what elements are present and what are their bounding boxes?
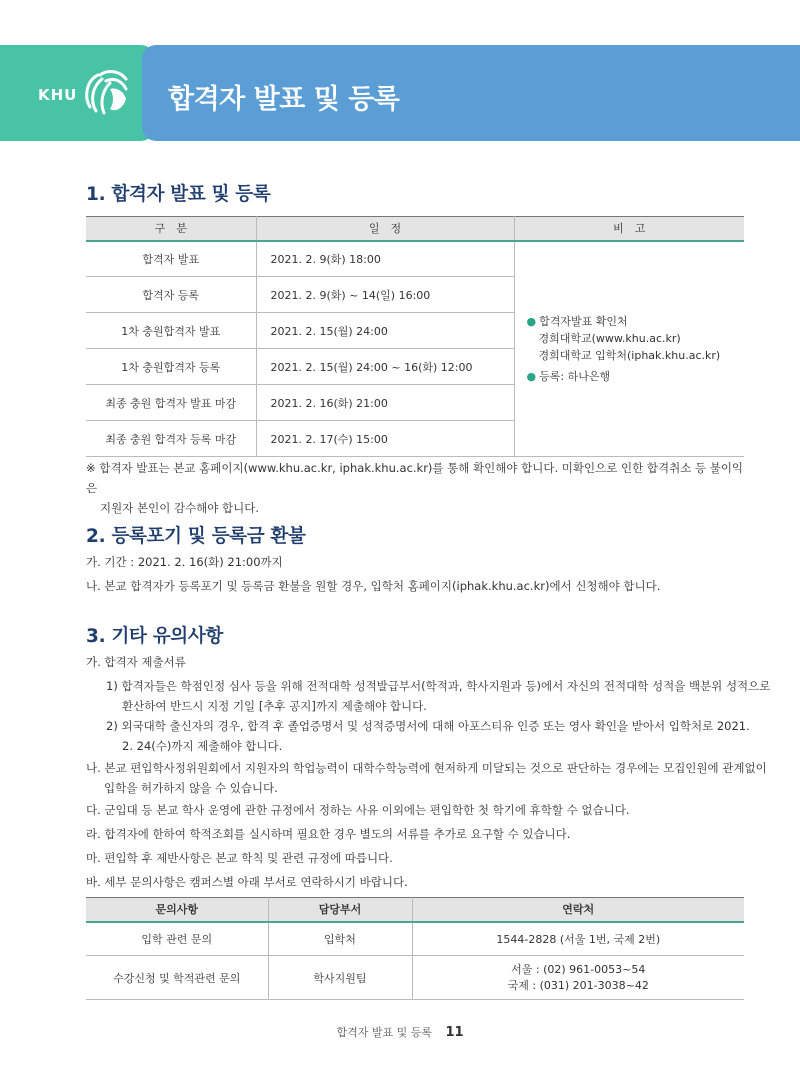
announcement-table (86, 216, 744, 457)
inquiry-cell: 입학 관련 문의 (86, 922, 268, 956)
row-category: 1차 충원합격자 발표 (86, 313, 256, 349)
row-category: 합격자 등록 (86, 277, 256, 313)
notice-ga-2a: 2) 외국대학 출신자의 경우, 합격 후 졸업증명서 및 성적증명서에 대해 아포스티유 인증 또는 영사 확인을 받아서 입학처로 2021. (106, 719, 750, 733)
page-header (0, 45, 800, 141)
page-footer (0, 1024, 800, 1040)
remark-line-2: 경희대학교 입학처(iphak.khu.ac.kr) (538, 348, 721, 362)
notice-ma: 마. 편입학 후 제반사항은 본교 학칙 및 관련 규정에 따릅니다. (86, 851, 393, 865)
page-number: 11 (445, 1025, 464, 1040)
notice-ra: 라. 합격자에 한하여 학적조회를 실시하며 필요한 경우 별도의 서류를 추가로 요구할 수 있습니다. (86, 827, 571, 841)
table-row (86, 241, 744, 277)
section-1-title: 1. 합격자 발표 및 등록 (86, 184, 271, 205)
footer-label: 합격자 발표 및 등록 (336, 1026, 432, 1039)
table-row (86, 956, 744, 1000)
col-header-schedule: 일 정 (256, 217, 514, 241)
notice-ga: 가. 합격자 제출서류 (86, 655, 186, 669)
contact-cell (412, 956, 744, 1000)
refund-instruction: 나. 본교 합격자가 등록포기 및 등록금 환불을 원할 경우, 입학처 홈페이지(iphak.khu.ac.kr)에서 신청해야 합니다. (86, 579, 661, 593)
row-schedule: 2021. 2. 9(화) 18:00 (256, 241, 514, 277)
notice-ga-1a: 1) 합격자들은 학점인정 심사 등을 위해 전적대학 성적발급부서(학적과, 학사지원과 등)에서 자신의 전적대학 성적을 백분위 성적으로 (106, 679, 771, 693)
bullet-icon: ● (526, 369, 537, 383)
refund-period: 가. 기간 : 2021. 2. 16(화) 21:00까지 (86, 555, 283, 569)
department-cell: 학사지원팀 (268, 956, 412, 1000)
notice-ga-1b: 환산하여 반드시 지정 기일 [추후 공지]까지 제출해야 합니다. (122, 699, 427, 713)
row-category: 최종 충원 합격자 발표 마감 (86, 385, 256, 421)
table-header-row (86, 898, 744, 922)
col-header-department: 담당부서 (268, 898, 412, 922)
bullet-icon: ● (526, 314, 537, 328)
row-category: 합격자 발표 (86, 241, 256, 277)
remark-bullet-1: 합격자발표 확인처 (539, 314, 628, 328)
col-header-remark: 비 고 (514, 217, 744, 241)
remark-bullet-2: 등록: 하나은행 (539, 369, 611, 383)
khu-logo-text: KHU (38, 86, 78, 104)
lion-logo-icon (80, 67, 132, 119)
note-line-2: 지원자 본인이 감수해야 합니다. (100, 501, 260, 515)
row-schedule: 2021. 2. 15(월) 24:00 ~ 16(화) 12:00 (256, 349, 514, 385)
col-header-contact: 연락처 (412, 898, 744, 922)
row-schedule: 2021. 2. 17(수) 15:00 (256, 421, 514, 457)
department-cell: 입학처 (268, 922, 412, 956)
notice-na-b: 입학을 허가하지 않을 수 있습니다. (104, 781, 278, 795)
contact-global: 국제 : (031) 201-3038~42 (507, 978, 649, 992)
col-header-inquiry: 문의사항 (86, 898, 268, 922)
title-bar (142, 45, 800, 141)
row-category: 최종 충원 합격자 등록 마감 (86, 421, 256, 457)
remark-cell (514, 241, 744, 457)
row-schedule: 2021. 2. 16(화) 21:00 (256, 385, 514, 421)
section-2-title: 2. 등록포기 및 등록금 환불 (86, 526, 306, 547)
notice-ba: 바. 세부 문의사항은 캠퍼스별 아래 부서로 연락하시기 바랍니다. (86, 875, 408, 889)
section-1-note (86, 458, 746, 518)
contact-seoul: 서울 : (02) 961-0053~54 (511, 962, 646, 976)
table-row (86, 922, 744, 956)
logo-block (0, 45, 155, 141)
notice-na-a: 나. 본교 편입학사정위원회에서 지원자의 학업능력이 대학수학능력에 현저하게 미달되는 것으로 판단하는 경우에는 모집인원에 관계없이 (86, 761, 767, 775)
note-line-1: ※ 합격자 발표는 본교 홈페이지(www.khu.ac.kr, iphak.khu.ac.kr)를 통해 확인해야 합니다. 미확인으로 인한 합격취소 등 불이익은 (86, 461, 744, 495)
row-schedule: 2021. 2. 15(월) 24:00 (256, 313, 514, 349)
remark-line-1: 경희대학교(www.khu.ac.kr) (538, 331, 681, 345)
contact-table (86, 897, 744, 1000)
page-title: 합격자 발표 및 등록 (168, 84, 400, 115)
notice-ga-2b: 2. 24(수)까지 제출해야 합니다. (122, 739, 283, 753)
table-header-row (86, 217, 744, 241)
contact-cell: 1544-2828 (서울 1번, 국제 2번) (412, 922, 744, 956)
col-header-category: 구 분 (86, 217, 256, 241)
notice-da: 다. 군입대 등 본교 학사 운영에 관한 규정에서 정하는 사유 이외에는 편입학한 첫 학기에 휴학할 수 없습니다. (86, 803, 630, 817)
row-category: 1차 충원합격자 등록 (86, 349, 256, 385)
row-schedule: 2021. 2. 9(화) ~ 14(일) 16:00 (256, 277, 514, 313)
inquiry-cell: 수강신청 및 학적관련 문의 (86, 956, 268, 1000)
section-3-title: 3. 기타 유의사항 (86, 626, 224, 647)
